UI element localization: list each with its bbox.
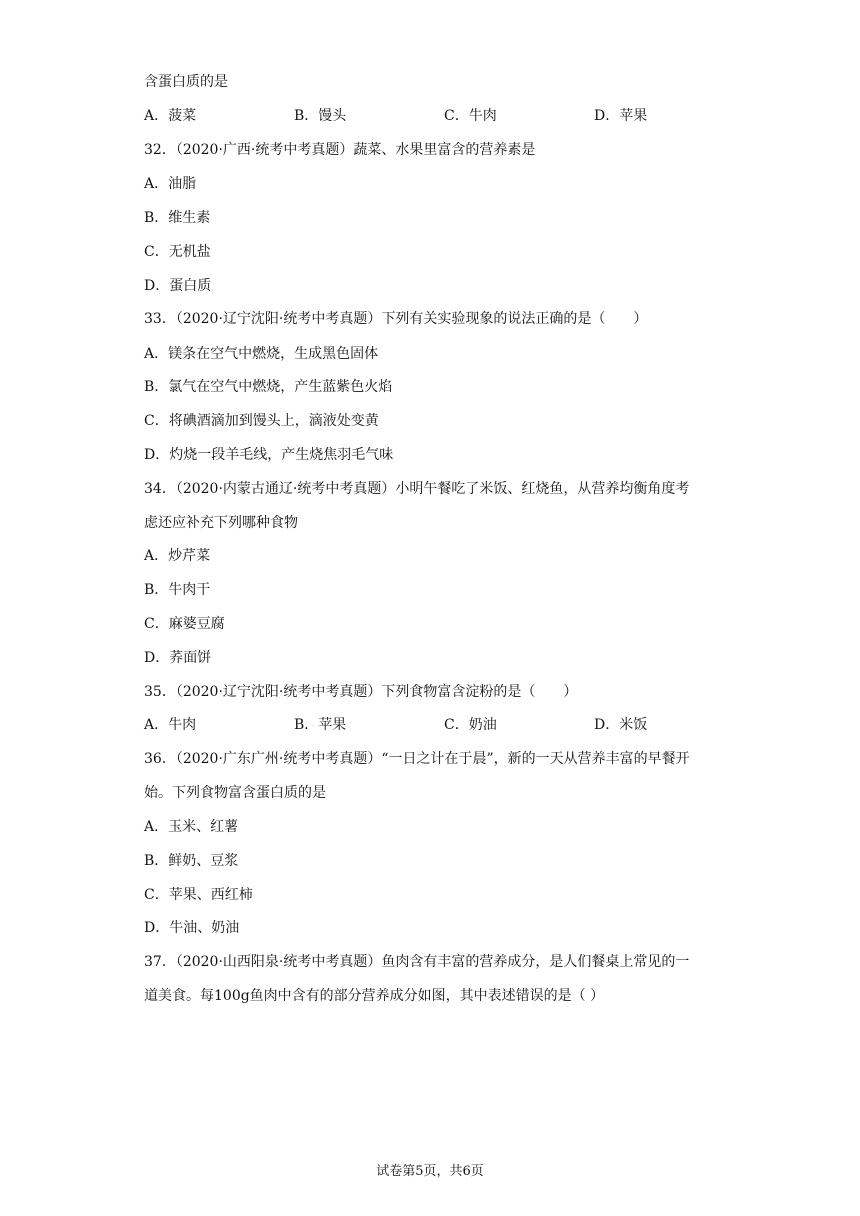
q34-option-c[interactable]: C．麻婆豆腐 — [144, 616, 225, 632]
q36-stem-line2: 始。下列食物富含蛋白质的是 — [144, 785, 326, 801]
q33-option-a[interactable]: A．镁条在空气中燃烧，生成黑色固体 — [144, 346, 379, 362]
q32-option-a[interactable]: A．油脂 — [144, 176, 197, 192]
q33-option-d[interactable]: D．灼烧一段羊毛线，产生烧焦羽毛气味 — [144, 447, 394, 463]
q31-option-d[interactable]: D．苹果 — [594, 108, 648, 124]
q32-option-c[interactable]: C．无机盐 — [144, 244, 211, 260]
q34-option-a[interactable]: A．炒芹菜 — [144, 548, 211, 564]
q35-option-a[interactable]: A．牛肉 — [144, 717, 197, 733]
q34-stem-line2: 虑还应补充下列哪种食物 — [144, 515, 298, 531]
q34-option-d[interactable]: D．荞面饼 — [144, 650, 212, 666]
q31-option-c[interactable]: C．牛肉 — [444, 108, 497, 124]
q31-option-a[interactable]: A．菠菜 — [144, 108, 197, 124]
q36-option-b[interactable]: B．鲜奶、豆浆 — [144, 853, 239, 869]
q37-stem-line2: 道美食。每100g鱼肉中含有的部分营养成分如图，其中表述错误的是（ ） — [144, 988, 605, 1004]
q31-option-b[interactable]: B．馒头 — [294, 108, 347, 124]
q37-stem-line1: 37．（2020·山西阳泉·统考中考真题）鱼肉含有丰富的营养成分，是人们餐桌上常见的一 — [144, 954, 690, 970]
q32-stem: 32．（2020·广西·统考中考真题）蔬菜、水果里富含的营养素是 — [144, 142, 536, 158]
q34-option-b[interactable]: B．牛肉干 — [144, 582, 211, 598]
q35-options — [144, 715, 764, 735]
q35-option-c[interactable]: C．奶油 — [444, 717, 497, 733]
q35-stem: 35．（2020·辽宁沈阳·统考中考真题）下列食物富含淀粉的是（ ） — [144, 684, 578, 700]
q35-option-d[interactable]: D．米饭 — [594, 717, 648, 733]
q36-option-c[interactable]: C．苹果、西红柿 — [144, 887, 253, 903]
page-footer: 试卷第5页，共6页 — [376, 1164, 484, 1179]
q33-option-b[interactable]: B．氯气在空气中燃烧，产生蓝紫色火焰 — [144, 379, 393, 395]
q36-option-a[interactable]: A．玉米、红薯 — [144, 819, 239, 835]
q32-option-d[interactable]: D．蛋白质 — [144, 278, 212, 294]
q31-options — [144, 106, 764, 126]
q33-option-c[interactable]: C．将碘酒滴加到馒头上，滴液处变黄 — [144, 413, 379, 429]
q35-option-b[interactable]: B．苹果 — [294, 717, 347, 733]
q36-stem-line1: 36．（2020·广东广州·统考中考真题）“一日之计在于晨”，新的一天从营养丰富的早餐开 — [144, 751, 690, 767]
q33-stem: 33．（2020·辽宁沈阳·统考中考真题）下列有关实验现象的说法正确的是（ ） — [144, 311, 648, 327]
q34-stem-line1: 34．（2020·内蒙古通辽·统考中考真题）小明午餐吃了米饭、红烧鱼，从营养均衡角度考 — [144, 481, 690, 497]
q32-option-b[interactable]: B．维生素 — [144, 210, 211, 226]
q36-option-d[interactable]: D．牛油、奶油 — [144, 920, 240, 936]
q31-stem-continuation: 含蛋白质的是 — [144, 74, 228, 90]
